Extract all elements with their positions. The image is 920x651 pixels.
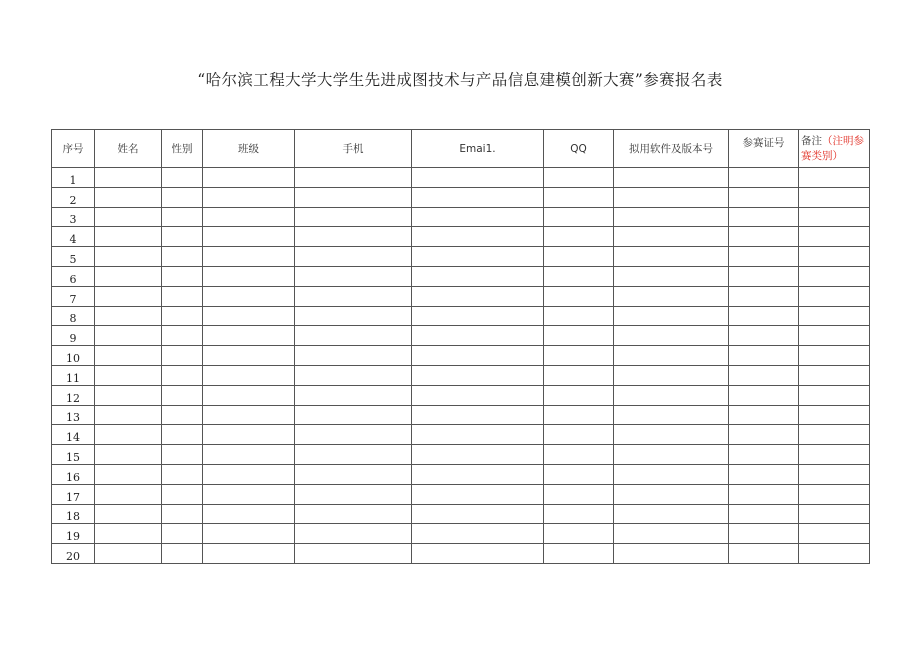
cell-email[interactable] <box>412 346 544 366</box>
cell-name[interactable] <box>95 247 162 267</box>
table-row <box>52 464 870 484</box>
cell-phone[interactable] <box>295 405 412 425</box>
table-row <box>52 425 870 445</box>
cell-email[interactable] <box>412 544 544 564</box>
cell-phone[interactable] <box>295 504 412 524</box>
cell-name[interactable] <box>95 405 162 425</box>
table-row <box>52 365 870 385</box>
header-phone: 手机 <box>295 130 412 168</box>
cell-name[interactable] <box>95 385 162 405</box>
cell-cert[interactable] <box>729 306 799 326</box>
table-row <box>52 168 870 188</box>
cell-software[interactable] <box>614 306 729 326</box>
cell-gender[interactable] <box>162 405 203 425</box>
table-row <box>52 306 870 326</box>
table-row <box>52 445 870 465</box>
cell-email[interactable] <box>412 365 544 385</box>
cell-phone[interactable] <box>295 425 412 445</box>
cell-software[interactable] <box>614 187 729 207</box>
row-number: 13 <box>52 405 95 425</box>
cell-gender[interactable] <box>162 286 203 306</box>
cell-email[interactable] <box>412 425 544 445</box>
header-cert: 参赛证号 <box>729 130 799 168</box>
header-notes-hint: （注明参赛类别） <box>801 135 864 162</box>
row-number: 11 <box>52 365 95 385</box>
table-row <box>52 227 870 247</box>
row-number: 14 <box>52 425 95 445</box>
registration-table <box>51 129 870 564</box>
table-row <box>52 326 870 346</box>
cell-cert[interactable] <box>729 187 799 207</box>
cell-class[interactable] <box>203 405 295 425</box>
row-number: 20 <box>52 544 95 564</box>
cell-email[interactable] <box>412 247 544 267</box>
cell-cert[interactable] <box>729 286 799 306</box>
cell-notes[interactable] <box>799 286 870 306</box>
cell-email[interactable] <box>412 187 544 207</box>
cell-email[interactable] <box>412 306 544 326</box>
table-row <box>52 266 870 286</box>
cell-email[interactable] <box>412 385 544 405</box>
table-row <box>52 524 870 544</box>
cell-qq[interactable] <box>544 207 614 227</box>
cell-phone[interactable] <box>295 266 412 286</box>
cell-gender[interactable] <box>162 484 203 504</box>
cell-class[interactable] <box>203 484 295 504</box>
row-number: 17 <box>52 484 95 504</box>
cell-notes[interactable] <box>799 346 870 366</box>
cell-phone[interactable] <box>295 544 412 564</box>
cell-name[interactable] <box>95 207 162 227</box>
cell-phone[interactable] <box>295 365 412 385</box>
row-number: 8 <box>52 306 95 326</box>
cell-name[interactable] <box>95 524 162 544</box>
cell-name[interactable] <box>95 365 162 385</box>
cell-software[interactable] <box>614 445 729 465</box>
cell-name[interactable] <box>95 445 162 465</box>
table-row <box>52 247 870 267</box>
cell-cert[interactable] <box>729 425 799 445</box>
cell-software[interactable] <box>614 286 729 306</box>
cell-qq[interactable] <box>544 544 614 564</box>
cell-qq[interactable] <box>544 266 614 286</box>
cell-gender[interactable] <box>162 425 203 445</box>
cell-notes[interactable] <box>799 365 870 385</box>
cell-qq[interactable] <box>544 168 614 188</box>
cell-qq[interactable] <box>544 326 614 346</box>
cell-software[interactable] <box>614 464 729 484</box>
cell-notes[interactable] <box>799 385 870 405</box>
cell-class[interactable] <box>203 365 295 385</box>
cell-gender[interactable] <box>162 365 203 385</box>
cell-software[interactable] <box>614 425 729 445</box>
cell-notes[interactable] <box>799 445 870 465</box>
cell-email[interactable] <box>412 286 544 306</box>
cell-gender[interactable] <box>162 544 203 564</box>
cell-software[interactable] <box>614 405 729 425</box>
cell-qq[interactable] <box>544 306 614 326</box>
cell-class[interactable] <box>203 207 295 227</box>
table-row <box>52 544 870 564</box>
cell-name[interactable] <box>95 227 162 247</box>
header-qq: QQ <box>544 130 614 168</box>
cell-notes[interactable] <box>799 544 870 564</box>
cell-gender[interactable] <box>162 524 203 544</box>
cell-email[interactable] <box>412 484 544 504</box>
cell-phone[interactable] <box>295 385 412 405</box>
cell-email[interactable] <box>412 524 544 544</box>
cell-qq[interactable] <box>544 464 614 484</box>
cell-software[interactable] <box>614 247 729 267</box>
cell-cert[interactable] <box>729 464 799 484</box>
row-number: 12 <box>52 385 95 405</box>
cell-phone[interactable] <box>295 247 412 267</box>
cell-notes[interactable] <box>799 524 870 544</box>
row-number: 16 <box>52 464 95 484</box>
cell-email[interactable] <box>412 464 544 484</box>
cell-gender[interactable] <box>162 187 203 207</box>
cell-class[interactable] <box>203 425 295 445</box>
cell-software[interactable] <box>614 544 729 564</box>
cell-class[interactable] <box>203 464 295 484</box>
cell-gender[interactable] <box>162 247 203 267</box>
cell-class[interactable] <box>203 445 295 465</box>
cell-cert[interactable] <box>729 346 799 366</box>
cell-phone[interactable] <box>295 306 412 326</box>
row-number: 7 <box>52 286 95 306</box>
cell-qq[interactable] <box>544 504 614 524</box>
cell-name[interactable] <box>95 346 162 366</box>
cell-phone[interactable] <box>295 187 412 207</box>
cell-email[interactable] <box>412 504 544 524</box>
cell-software[interactable] <box>614 266 729 286</box>
row-number: 9 <box>52 326 95 346</box>
cell-gender[interactable] <box>162 168 203 188</box>
cell-email[interactable] <box>412 405 544 425</box>
cell-cert[interactable] <box>729 445 799 465</box>
cell-name[interactable] <box>95 504 162 524</box>
cell-name[interactable] <box>95 464 162 484</box>
cell-phone[interactable] <box>295 464 412 484</box>
cell-notes[interactable] <box>799 306 870 326</box>
cell-name[interactable] <box>95 425 162 445</box>
cell-software[interactable] <box>614 346 729 366</box>
cell-notes[interactable] <box>799 425 870 445</box>
cell-qq[interactable] <box>544 445 614 465</box>
cell-notes[interactable] <box>799 168 870 188</box>
cell-name[interactable] <box>95 326 162 346</box>
cell-notes[interactable] <box>799 187 870 207</box>
cell-name[interactable] <box>95 484 162 504</box>
header-class: 班级 <box>203 130 295 168</box>
cell-gender[interactable] <box>162 445 203 465</box>
table-row <box>52 207 870 227</box>
cell-qq[interactable] <box>544 484 614 504</box>
cell-qq[interactable] <box>544 286 614 306</box>
header-software: 拟用软件及版本号 <box>614 130 729 168</box>
cell-qq[interactable] <box>544 227 614 247</box>
cell-software[interactable] <box>614 385 729 405</box>
cell-name[interactable] <box>95 187 162 207</box>
cell-email[interactable] <box>412 266 544 286</box>
cell-cert[interactable] <box>729 266 799 286</box>
cell-phone[interactable] <box>295 326 412 346</box>
row-number: 18 <box>52 504 95 524</box>
cell-phone[interactable] <box>295 168 412 188</box>
cell-phone[interactable] <box>295 524 412 544</box>
cell-software[interactable] <box>614 207 729 227</box>
header-gender: 性别 <box>162 130 203 168</box>
cell-phone[interactable] <box>295 227 412 247</box>
cell-class[interactable] <box>203 247 295 267</box>
cell-phone[interactable] <box>295 286 412 306</box>
cell-email[interactable] <box>412 445 544 465</box>
row-number: 5 <box>52 247 95 267</box>
cell-class[interactable] <box>203 286 295 306</box>
cell-name[interactable] <box>95 544 162 564</box>
cell-cert[interactable] <box>729 365 799 385</box>
cell-gender[interactable] <box>162 504 203 524</box>
table-body <box>52 168 870 564</box>
cell-email[interactable] <box>412 207 544 227</box>
row-number: 1 <box>52 168 95 188</box>
cell-notes[interactable] <box>799 207 870 227</box>
cell-notes[interactable] <box>799 405 870 425</box>
cell-class[interactable] <box>203 326 295 346</box>
cell-name[interactable] <box>95 286 162 306</box>
cell-gender[interactable] <box>162 326 203 346</box>
cell-notes[interactable] <box>799 227 870 247</box>
table-row <box>52 286 870 306</box>
cell-phone[interactable] <box>295 346 412 366</box>
cell-notes[interactable] <box>799 266 870 286</box>
cell-cert[interactable] <box>729 227 799 247</box>
header-notes <box>799 130 870 168</box>
cell-software[interactable] <box>614 227 729 247</box>
cell-notes[interactable] <box>799 484 870 504</box>
header-seq: 序号 <box>52 130 95 168</box>
table-row <box>52 346 870 366</box>
cell-qq[interactable] <box>544 405 614 425</box>
cell-qq[interactable] <box>544 524 614 544</box>
cell-qq[interactable] <box>544 247 614 267</box>
cell-qq[interactable] <box>544 385 614 405</box>
cell-qq[interactable] <box>544 346 614 366</box>
cell-phone[interactable] <box>295 207 412 227</box>
cell-class[interactable] <box>203 504 295 524</box>
cell-cert[interactable] <box>729 504 799 524</box>
cell-qq[interactable] <box>544 365 614 385</box>
table-row <box>52 405 870 425</box>
cell-class[interactable] <box>203 266 295 286</box>
header-name: 姓名 <box>95 130 162 168</box>
row-number: 2 <box>52 187 95 207</box>
header-notes-label: 备注 <box>801 135 822 147</box>
cell-cert[interactable] <box>729 544 799 564</box>
cell-gender[interactable] <box>162 306 203 326</box>
cell-email[interactable] <box>412 168 544 188</box>
cell-phone[interactable] <box>295 445 412 465</box>
cell-class[interactable] <box>203 385 295 405</box>
cell-gender[interactable] <box>162 227 203 247</box>
row-number: 3 <box>52 207 95 227</box>
table-row <box>52 504 870 524</box>
cell-cert[interactable] <box>729 207 799 227</box>
cell-cert[interactable] <box>729 405 799 425</box>
cell-cert[interactable] <box>729 484 799 504</box>
cell-gender[interactable] <box>162 207 203 227</box>
cell-cert[interactable] <box>729 326 799 346</box>
cell-notes[interactable] <box>799 326 870 346</box>
cell-class[interactable] <box>203 306 295 326</box>
cell-name[interactable] <box>95 306 162 326</box>
cell-gender[interactable] <box>162 266 203 286</box>
cell-class[interactable] <box>203 227 295 247</box>
cell-qq[interactable] <box>544 187 614 207</box>
cell-qq[interactable] <box>544 425 614 445</box>
cell-class[interactable] <box>203 524 295 544</box>
table-row <box>52 385 870 405</box>
row-number: 15 <box>52 445 95 465</box>
cell-class[interactable] <box>203 168 295 188</box>
cell-software[interactable] <box>614 484 729 504</box>
cell-software[interactable] <box>614 326 729 346</box>
cell-software[interactable] <box>614 524 729 544</box>
cell-gender[interactable] <box>162 346 203 366</box>
cell-class[interactable] <box>203 187 295 207</box>
cell-class[interactable] <box>203 346 295 366</box>
row-number: 4 <box>52 227 95 247</box>
cell-name[interactable] <box>95 168 162 188</box>
cell-gender[interactable] <box>162 464 203 484</box>
cell-phone[interactable] <box>295 484 412 504</box>
cell-notes[interactable] <box>799 504 870 524</box>
cell-notes[interactable] <box>799 247 870 267</box>
cell-email[interactable] <box>412 326 544 346</box>
cell-cert[interactable] <box>729 168 799 188</box>
header-row <box>52 130 870 168</box>
form-title: “哈尔滨工程大学大学生先进成图技术与产品信息建模创新大赛”参赛报名表 <box>197 71 723 89</box>
row-number: 19 <box>52 524 95 544</box>
cell-email[interactable] <box>412 227 544 247</box>
cell-cert[interactable] <box>729 524 799 544</box>
table-row <box>52 484 870 504</box>
cell-notes[interactable] <box>799 464 870 484</box>
header-email: Emai1. <box>412 130 544 168</box>
cell-software[interactable] <box>614 168 729 188</box>
row-number: 6 <box>52 266 95 286</box>
cell-software[interactable] <box>614 504 729 524</box>
cell-class[interactable] <box>203 544 295 564</box>
cell-cert[interactable] <box>729 247 799 267</box>
cell-cert[interactable] <box>729 385 799 405</box>
cell-name[interactable] <box>95 266 162 286</box>
cell-software[interactable] <box>614 365 729 385</box>
cell-gender[interactable] <box>162 385 203 405</box>
table-row <box>52 187 870 207</box>
row-number: 10 <box>52 346 95 366</box>
